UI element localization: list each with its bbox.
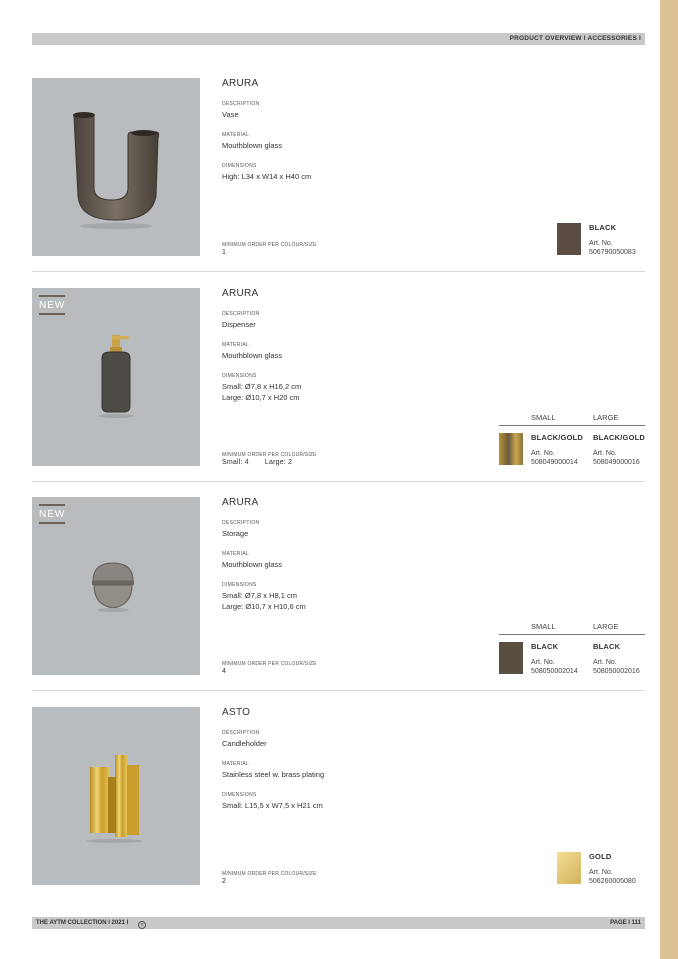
material-label: MATERIAL: [222, 551, 250, 557]
moq-block: [222, 242, 317, 256]
variant-art-large: [593, 658, 640, 676]
product-info: [222, 288, 522, 403]
material-value: Mouthblown glass: [222, 141, 283, 150]
dimension-large: Large: Ø10,7 x H10,6 cm: [222, 602, 306, 611]
size-head-large: LARGE: [593, 413, 619, 422]
dimensions-value: High: L34 x W14 x H40 cm: [222, 172, 312, 181]
product-photo-dispenser: [32, 288, 200, 466]
product-row-arura-storage: [32, 497, 645, 675]
art-number: 508050002016: [593, 668, 640, 675]
art-label: Art. No.: [531, 450, 555, 457]
variant-color: BLACK: [589, 223, 617, 232]
variant-art-large: [593, 449, 640, 467]
page-header: [32, 33, 645, 45]
dimensions-value: [222, 590, 522, 612]
row-divider: [32, 690, 645, 691]
moq-block: [222, 452, 317, 466]
dispenser-image: [32, 288, 200, 466]
art-label: Art. No.: [593, 450, 617, 457]
moq-label: MINIMUM ORDER PER COLOUR/SIZE: [222, 661, 317, 667]
footer-collection: [36, 920, 146, 929]
header-title: PRODUCT OVERVIEW I ACCESSORIES I: [509, 35, 641, 42]
variant-color-large: BLACK: [593, 642, 621, 651]
description-value: Dispenser: [222, 320, 256, 329]
dimension-small: Small: Ø7,8 x H16,2 cm: [222, 382, 302, 391]
color-swatch-gold: [557, 852, 581, 884]
product-name: ARURA: [222, 497, 259, 508]
dimensions-label: DIMENSIONS: [222, 373, 257, 379]
size-head-large: LARGE: [593, 622, 619, 631]
art-label: Art. No.: [531, 659, 555, 666]
art-number: 506790050083: [589, 249, 636, 256]
description-value: Vase: [222, 110, 239, 119]
moq-value: 1: [222, 249, 227, 256]
material-label: MATERIAL: [222, 761, 250, 767]
storage-image: [32, 497, 200, 675]
moq-block: [222, 661, 317, 675]
product-row-arura-dispenser: [32, 288, 645, 466]
description-label: DESCRIPTION: [222, 101, 260, 107]
moq-value: 2: [222, 878, 227, 885]
brand-logo-icon: ®: [138, 921, 146, 929]
description-value: Storage: [222, 529, 249, 538]
art-number: 508050002014: [531, 668, 578, 675]
color-swatch-black: [557, 223, 581, 255]
material-value: Mouthblown glass: [222, 351, 283, 360]
product-row-arura-vase: [32, 78, 645, 256]
page-number: PAGE I 111: [610, 920, 641, 926]
dimensions-label: DIMENSIONS: [222, 163, 257, 169]
description-label: DESCRIPTION: [222, 730, 260, 736]
description-label: DESCRIPTION: [222, 311, 260, 317]
size-head-small: SMALL: [531, 622, 556, 631]
footer-collection-text: THE AYTM COLLECTION I 2021 I: [36, 920, 129, 926]
variant-art-small: [531, 658, 578, 676]
variant-color: GOLD: [589, 852, 612, 861]
art-number: 508049000016: [593, 459, 640, 466]
product-info: [222, 497, 522, 612]
variant-art-small: [531, 449, 578, 467]
variant-art-no: [589, 868, 636, 886]
material-label: MATERIAL: [222, 342, 250, 348]
art-label: Art. No.: [593, 659, 617, 666]
variant-color-small: BLACK/GOLD: [531, 433, 583, 442]
moq-label: MINIMUM ORDER PER COLOUR/SIZE: [222, 452, 317, 458]
page-footer: [32, 917, 645, 929]
product-photo-candleholder: [32, 707, 200, 885]
dimensions-label: DIMENSIONS: [222, 582, 257, 588]
product-row-asto-candleholder: [32, 707, 645, 885]
new-label: NEW: [39, 300, 66, 311]
moq-value: [222, 459, 317, 466]
color-swatch-black-gold: [499, 433, 523, 465]
art-number: 508049000014: [531, 459, 578, 466]
product-info: [222, 78, 522, 182]
variant-art-no: [589, 239, 636, 257]
dimensions-value: Small: L15,5 x W7,5 x H21 cm: [222, 801, 323, 810]
product-name: ARURA: [222, 288, 259, 299]
color-swatch-black: [499, 642, 523, 674]
dimensions-label: DIMENSIONS: [222, 792, 257, 798]
product-name: ARURA: [222, 78, 259, 89]
moq-value: 4: [222, 668, 227, 675]
new-label: NEW: [39, 509, 66, 520]
product-name: ASTO: [222, 707, 251, 718]
art-label: Art. No.: [589, 240, 613, 247]
description-value: Candleholder: [222, 739, 267, 748]
art-number: 506260005080: [589, 878, 636, 885]
candleholder-image: [32, 707, 200, 885]
row-divider: [32, 271, 645, 272]
row-divider: [32, 481, 645, 482]
dimension-large: Large: Ø10,7 x H20 cm: [222, 393, 300, 402]
side-color-strip: [660, 0, 678, 959]
moq-block: [222, 871, 317, 885]
material-value: Stainless steel w. brass plating: [222, 770, 325, 779]
dimensions-value: [222, 381, 522, 403]
vase-image: [32, 78, 200, 256]
art-label: Art. No.: [589, 869, 613, 876]
size-head-line: [499, 425, 645, 426]
moq-small: Small: 4: [222, 459, 249, 466]
description-label: DESCRIPTION: [222, 520, 260, 526]
product-info: [222, 707, 522, 811]
moq-label: MINIMUM ORDER PER COLOUR/SIZE: [222, 242, 317, 248]
product-photo-vase: [32, 78, 200, 256]
material-value: Mouthblown glass: [222, 560, 283, 569]
material-label: MATERIAL: [222, 132, 250, 138]
dimension-small: Small: Ø7,8 x H8,1 cm: [222, 591, 298, 600]
size-head-line: [499, 634, 645, 635]
variant-color-large: BLACK/GOLD: [593, 433, 645, 442]
moq-label: MINIMUM ORDER PER COLOUR/SIZE: [222, 871, 317, 877]
moq-large: Large: 2: [264, 459, 293, 466]
size-head-small: SMALL: [531, 413, 556, 422]
product-photo-storage: [32, 497, 200, 675]
variant-color-small: BLACK: [531, 642, 559, 651]
